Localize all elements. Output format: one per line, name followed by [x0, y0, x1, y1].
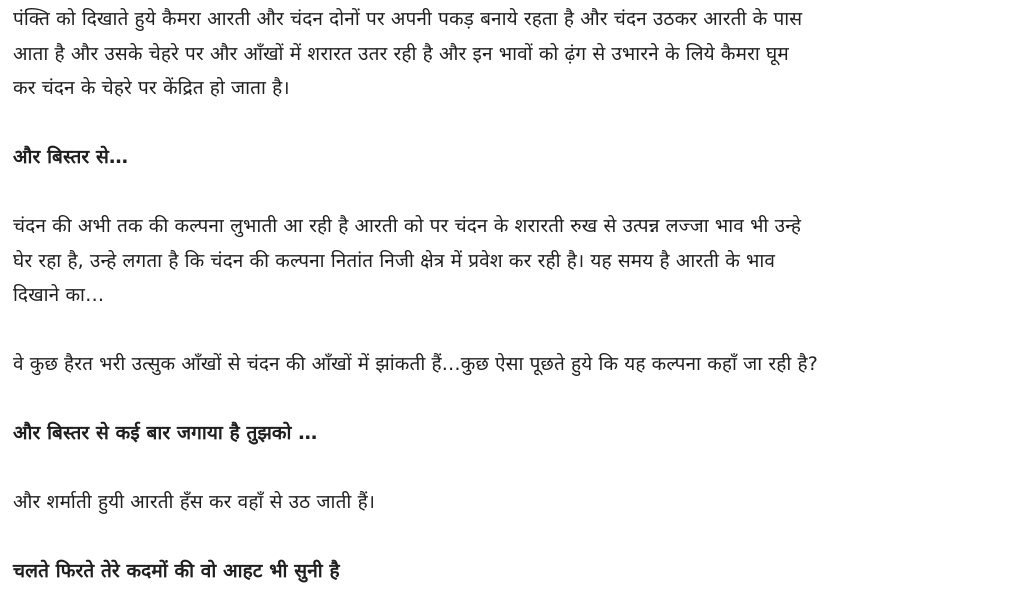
paragraph-shy-laugh: और शर्माती हुयी आरती हँस कर वहाँ से उठ जाती हैं।	[13, 491, 376, 513]
spacer	[13, 106, 1012, 141]
paragraph-camera-description	[13, 2, 1012, 106]
spacer	[13, 520, 1012, 555]
spacer	[13, 451, 1012, 486]
spacer	[13, 313, 1012, 348]
lyric-heading-3: चलते फिरते तेरे कदमों की वो आहट भी सुनी है	[13, 560, 340, 582]
spacer	[13, 382, 1012, 417]
paragraph-line: कर चंदन के चेहरे पर केंद्रित हो जाता है।	[13, 77, 290, 99]
lyric-heading-2: और बिस्तर से कई बार जगाया है तुझको …	[13, 422, 318, 444]
spacer	[13, 175, 1012, 210]
paragraph-line: दिखाने का…	[13, 284, 105, 306]
paragraph-curious-eyes: वे कुछ हैरत भरी उत्सुक आँखों से चंदन की आँखों में झांकती हैं…कुछ ऐसा पूछते हुये कि यह कल्पना कहाँ जा रही है?	[13, 353, 818, 375]
lyric-heading-1: और बिस्तर से…	[13, 146, 129, 168]
paragraph-imagination	[13, 209, 1012, 313]
paragraph-line: आता है और उसके चेहरे पर और आँखों में शरारत उतर रही है और इन भावों को ढ़ंग से उभारने के लिये कैमरा घूम	[13, 42, 789, 65]
paragraph-line: चंदन की अभी तक की कल्पना लुभाती आ रही है आरती को पर चंदन के शरारती रुख से उत्पन्न लज्जा भाव भी उन्हे	[13, 215, 802, 237]
paragraph-line: घेर रहा है, उन्हे लगता है कि चंदन की कल्पना नितांत निजी क्षेत्र में प्रवेश कर रही है। यह समय है आरती के भाव	[13, 249, 776, 272]
paragraph-line: पंक्ति को दिखाते हुये कैमरा आरती और चंदन दोनों पर अपनी पकड़ बनाये रहता है और चंदन उठकर आरती के पास	[13, 8, 803, 30]
